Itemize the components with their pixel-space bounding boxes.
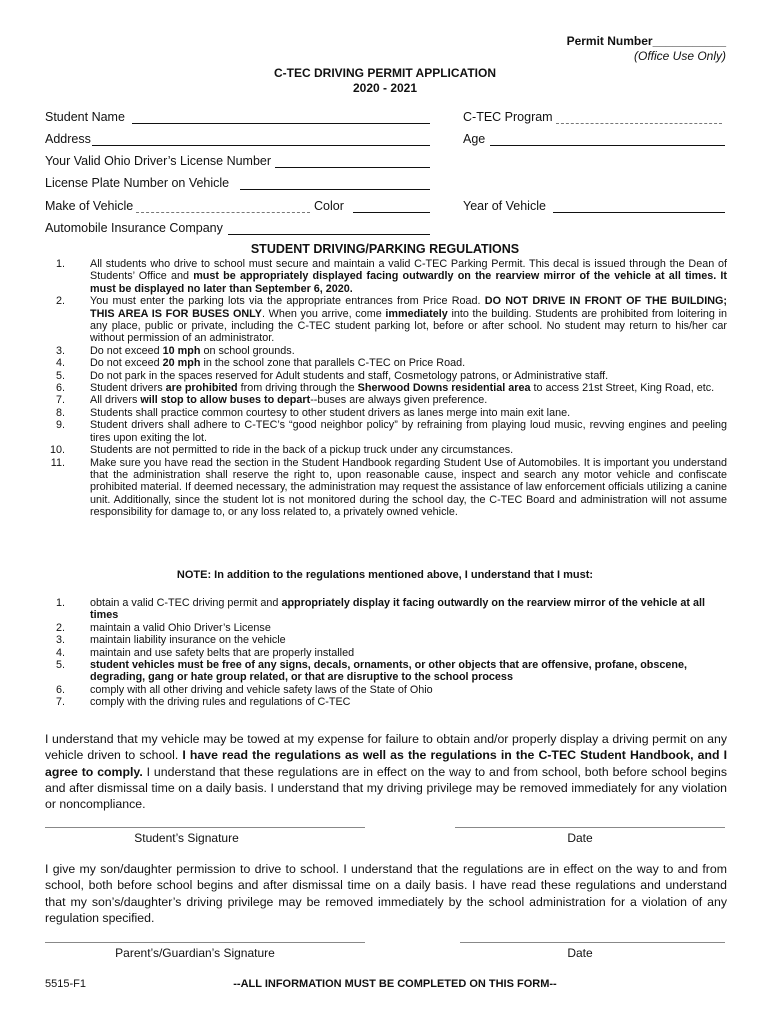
requirements-list xyxy=(45,597,727,709)
regulation-item-number: 11. xyxy=(50,456,65,469)
license-number-label: Your Valid Ohio Driver’s License Number xyxy=(45,154,272,168)
requirement-item-text: maintain and use safety belts that are properly installed xyxy=(90,646,355,659)
regulation-item-text: Student drivers xyxy=(90,382,166,395)
regulation-item-text: Student drivers shall adhere to C-TEC’s “good neighbor policy” by refraining from playing loud music, revving engines and peeling tires upon exiting the lot. xyxy=(90,419,727,444)
agreement-text-1: I understand that my vehicle may be towed at my expense for failure to obtain and/or properly display a driving permit on any vehicle driven to school. xyxy=(45,732,727,763)
parent-statement: I give my son/daughter permission to drive to school. I understand that the regulations are in effect on the way to and from school, both before school begins and after dismissal time on a daily basis. I have read these regulations and understand that my son’s/daughter’s driving privilege may be removed immediately by the school administration for a violation of any regulation specified. xyxy=(45,862,727,925)
student-signature-label: Student’s Signature xyxy=(134,831,239,845)
plate-number-field[interactable] xyxy=(240,189,430,190)
requirement-item-number: 7. xyxy=(55,696,65,709)
ctec-program-label: C-TEC Program xyxy=(463,110,553,124)
regulation-item xyxy=(45,444,727,456)
vehicle-year-label: Year of Vehicle xyxy=(463,199,546,213)
regulations-list xyxy=(45,258,727,519)
regulation-item-text: immediately xyxy=(385,307,448,320)
regulations-heading: STUDENT DRIVING/PARKING REGULATIONS xyxy=(250,242,520,256)
form-title: C-TEC DRIVING PERMIT APPLICATION xyxy=(274,66,496,80)
regulation-item-number: 10. xyxy=(49,444,65,457)
agreement-text-bold: I have read the regulations as well as the regulations in the C-TEC Student Handbook, and I agree to comply. xyxy=(45,748,728,779)
regulation-item-text: You must enter the parking lots via the appropriate entrances from Price Road. xyxy=(90,295,485,308)
regulation-item xyxy=(45,419,727,444)
age-label: Age xyxy=(463,132,486,146)
student-date-label: Date xyxy=(567,831,593,845)
note-heading: NOTE: In addition to the regulations mentioned above, I understand that I must: xyxy=(176,569,594,581)
regulation-item-text: 20 mph xyxy=(162,357,201,370)
regulation-item-text: Make sure you have read the section in the Student Handbook regarding Student Use of Automobiles. It is important you understand that the administration shall reserve the right to, upon reasonable cause, inspect and search any motor vehicle and confiscate prohibited material. If deemed necessary, the administration may request the assistance of law enforcement officials utilizing a canine unit. Additionally, since the student lot is not monitored during the school day, the C-TEC Board and administration will not assume responsibility for damage to, or any loss related to, a privately owned vehicle. xyxy=(90,456,727,519)
regulation-item xyxy=(45,407,727,419)
regulation-item-number: 7. xyxy=(55,394,65,407)
regulation-item-text: must be appropriately displayed facing outwardly on the rearview mirror of the vehicle at all times. It must be displayed no later than September 6, 2020. xyxy=(90,270,727,295)
permit-number-block xyxy=(567,34,726,64)
regulation-item xyxy=(45,345,727,357)
regulation-item xyxy=(45,382,727,394)
regulation-item-number: 6. xyxy=(55,382,65,395)
regulation-item-text: on school grounds. xyxy=(200,344,295,357)
regulation-item xyxy=(45,295,727,345)
student-date-field[interactable] xyxy=(455,827,725,828)
regulation-item-text: will stop to allow buses to depart xyxy=(140,394,311,407)
vehicle-year-field[interactable] xyxy=(553,212,725,213)
vehicle-make-field[interactable] xyxy=(136,212,310,213)
regulation-item-text: Students shall practice common courtesy to other student drivers as lanes merge into main exit lane. xyxy=(90,406,571,419)
vehicle-make-label: Make of Vehicle xyxy=(45,199,134,213)
requirement-item xyxy=(45,696,727,708)
student-name-label: Student Name xyxy=(45,110,125,124)
requirement-item xyxy=(45,684,727,696)
agreement-text-2: I understand that these regulations are in effect on the way to and from school, both before school begins and after dismissal time on a daily basis. I understand that my driving privilege may be removed immediately for any violation or noncompliance. xyxy=(45,764,727,812)
address-label: Address xyxy=(45,132,91,146)
student-name-field[interactable] xyxy=(132,123,430,124)
permit-number-label: Permit Number___________ xyxy=(566,34,726,48)
regulation-item-number: 2. xyxy=(55,295,65,308)
regulation-item-number: 1. xyxy=(55,258,65,270)
regulation-item-text: in the school zone that parallels C-TEC on Price Road. xyxy=(200,357,466,370)
requirement-item xyxy=(45,597,727,622)
regulation-item-text: Do not exceed xyxy=(90,357,163,370)
regulation-item-number: 9. xyxy=(55,419,65,432)
regulation-item xyxy=(45,370,727,382)
regulation-item-text: Sherwood Downs residential area xyxy=(357,382,531,395)
vehicle-color-label: Color xyxy=(314,199,344,213)
regulation-item-text: from driving through the xyxy=(237,382,358,395)
regulation-item xyxy=(45,357,727,369)
regulation-item-text: to access 21st Street, King Road, etc. xyxy=(530,382,715,395)
regulation-item-text: are prohibited xyxy=(165,382,238,395)
requirement-item-text: appropriately display it facing outwardly on the rearview mirror of the vehicle at all times xyxy=(90,597,706,622)
requirement-item-number: 4. xyxy=(55,646,65,659)
regulation-item-number: 5. xyxy=(55,369,65,382)
requirement-item-text: maintain liability insurance on the vehicle xyxy=(90,634,286,647)
requirement-item xyxy=(45,659,727,684)
parent-date-field[interactable] xyxy=(460,942,725,943)
regulation-item-text: Do not park in the spaces reserved for Adult students and staff, Cosmetology patrons, or Administrative staff. xyxy=(90,369,609,382)
vehicle-color-field[interactable] xyxy=(353,212,430,213)
agreement-paragraph xyxy=(45,731,727,812)
footer-notice: --ALL INFORMATION MUST BE COMPLETED ON THIS FORM-- xyxy=(233,978,557,990)
regulation-item-text: --buses are always given preference. xyxy=(310,394,488,407)
requirement-item xyxy=(45,647,727,659)
regulation-item-text: Do not exceed xyxy=(90,344,163,357)
form-id: 5515-F1 xyxy=(45,978,86,990)
requirement-item-text: maintain a valid Ohio Driver’s License xyxy=(90,621,271,634)
requirement-item-number: 1. xyxy=(55,597,65,609)
requirement-item-text: student vehicles must be free of any signs, decals, ornaments, or other objects that are offensive, profane, obscene, degrading, gang or hate group related, or that are disruptive to the school process xyxy=(90,659,687,684)
requirement-item-text: comply with the driving rules and regulations of C-TEC xyxy=(90,696,351,709)
license-number-field[interactable] xyxy=(275,167,430,168)
regulation-item xyxy=(45,258,727,295)
regulation-item-text: All drivers xyxy=(90,394,141,407)
requirement-item xyxy=(45,634,727,646)
requirement-item-number: 5. xyxy=(55,659,65,672)
age-field[interactable] xyxy=(490,145,725,146)
office-use-label: (Office Use Only) xyxy=(633,49,726,63)
insurance-field[interactable] xyxy=(228,234,430,235)
plate-number-label: License Plate Number on Vehicle xyxy=(45,176,230,190)
requirement-item xyxy=(45,622,727,634)
regulation-item xyxy=(45,394,727,406)
requirement-item-text: comply with all other driving and vehicle safety laws of the State of Ohio xyxy=(90,683,433,696)
regulation-item-text: into the building. Students are prohibited from loitering in any place, public or private, including the C-TEC student parking lot, before or after school. No student may return to his/her car without permission of an administrator. xyxy=(90,307,727,345)
parent-signature-label: Parent’s/Guardian’s Signature xyxy=(115,946,275,960)
regulation-item-text: All students who drive to school must secure and maintain a valid C-TEC Parking Permit. This decal is issued through the Dean of Students’ Office and xyxy=(90,258,727,283)
student-signature-field[interactable] xyxy=(45,827,365,828)
regulation-item-number: 4. xyxy=(55,357,65,370)
regulation-item-text: 10 mph xyxy=(162,344,201,357)
regulation-item-text: . When you arrive, come xyxy=(261,307,386,320)
ctec-program-field[interactable] xyxy=(556,123,722,124)
form-year: 2020 - 2021 xyxy=(352,81,418,95)
regulation-item-number: 8. xyxy=(55,406,65,419)
regulation-item xyxy=(45,457,727,519)
requirement-item-number: 6. xyxy=(55,683,65,696)
regulation-item-text: Students are not permitted to ride in the back of a pickup truck under any circumstances. xyxy=(90,444,514,457)
requirement-item-text: obtain a valid C-TEC driving permit and xyxy=(90,597,282,609)
address-field[interactable] xyxy=(92,145,430,146)
requirement-item-number: 2. xyxy=(55,621,65,634)
parent-date-label: Date xyxy=(567,946,593,960)
insurance-label: Automobile Insurance Company xyxy=(45,221,223,235)
form-title-block xyxy=(0,66,770,96)
regulation-item-text: DO NOT DRIVE IN FRONT OF THE BUILDING; THIS AREA IS FOR BUSES ONLY xyxy=(90,295,728,320)
parent-signature-field[interactable] xyxy=(45,942,365,943)
requirement-item-number: 3. xyxy=(55,634,65,647)
regulation-item-number: 3. xyxy=(55,344,65,357)
